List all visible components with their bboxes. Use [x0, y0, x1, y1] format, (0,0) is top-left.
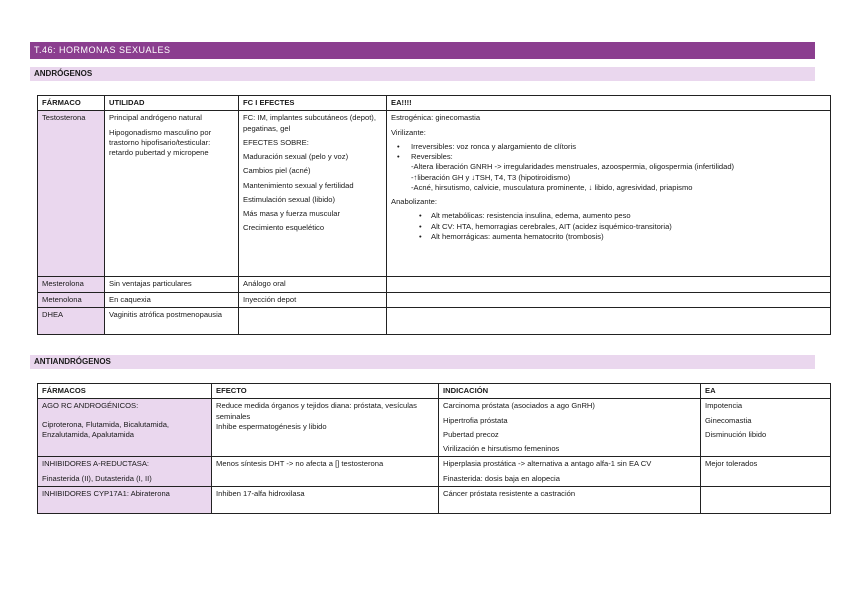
drug-name-cell — [38, 399, 212, 457]
column-header: EA — [701, 384, 831, 399]
page-title: T.46: HORMONAS SEXUALES — [30, 42, 815, 59]
text-line: -↑liberación GH y ↓TSH, T4, T3 (hipotiroidismo) — [411, 172, 571, 182]
utilidad-cell: En caquexia — [105, 292, 239, 307]
efectes-cell: Análogo oral — [239, 277, 387, 292]
text-line: Hiperplasia prostática -> alternativa a antago alfa-1 sin EA CV — [443, 459, 652, 469]
text-line: INHIBIDORES A-REDUCTASA: — [42, 459, 150, 469]
utilidad-cell: Sin ventajas particulares — [105, 277, 239, 292]
drug-name-cell: DHEA — [38, 307, 105, 334]
column-header: EFECTO — [212, 384, 439, 399]
list-item: • Alt CV: HTA, hemorragias cerebrales, AIT (acidez isquémico-transitoria) — [417, 222, 826, 232]
text-line: Carcinoma próstata (asociados a ago GnRH) — [443, 401, 595, 411]
text-line: Hipogonadismo masculino por trastorno hipofisario/testicular: retardo pubertad y micropene — [109, 127, 212, 157]
efecto-cell: Menos síntesis DHT -> no afecta a [] testosterona — [212, 457, 439, 487]
text-line: Ginecomastia — [705, 415, 752, 425]
column-header: EA!!!! — [387, 96, 831, 111]
list-item: • Alt hemorrágicas: aumenta hematocrito (trombosis) — [417, 232, 826, 242]
ea-cell — [701, 399, 831, 457]
utilidad-cell: Vaginitis atrófica postmenopausia — [105, 307, 239, 334]
table-row — [38, 457, 831, 487]
list-item: • Irreversibles: voz ronca y alargamiento de clítoris — [391, 142, 826, 152]
text-line: Cambios piel (acné) — [243, 166, 311, 176]
table-row — [38, 292, 831, 307]
text-line: Maduración sexual (pelo y voz) — [243, 152, 349, 161]
efectes-cell — [239, 307, 387, 334]
indicacion-cell — [439, 399, 701, 457]
androgenos-table — [37, 95, 831, 335]
indicacion-cell — [439, 457, 701, 487]
efecto-cell — [212, 399, 439, 457]
text-line: Disminución libido — [705, 429, 767, 439]
ea-cell — [387, 307, 831, 334]
column-header: UTILIDAD — [105, 96, 239, 111]
drug-name-cell: Mesterolona — [38, 277, 105, 292]
column-header: INDICACIÓN — [439, 384, 701, 399]
table-row — [38, 111, 831, 277]
text-line: Impotencia — [705, 401, 743, 411]
drug-name-cell: Testosterona — [38, 111, 105, 277]
ea-cell — [387, 292, 831, 307]
text-line: AGO RC ANDROGÉNICOS: — [42, 401, 139, 411]
drug-name-cell: INHIBIDORES CYP17A1: Abiraterona — [38, 486, 212, 513]
section-heading-androgenos: ANDRÓGENOS — [30, 67, 815, 81]
efectes-cell: Inyección depot — [239, 292, 387, 307]
list-item: • Alt metabólicas: resistencia insulina, edema, aumento peso — [417, 211, 826, 221]
text-line: Inhibe espermatogénesis y libido — [216, 421, 327, 431]
indicacion-cell: Cáncer próstata resistente a castración — [439, 486, 701, 513]
list-item: • Reversibles: — [391, 152, 826, 162]
table-header-row — [38, 96, 831, 111]
antiandrogenos-table — [37, 383, 831, 514]
text-line: Anabolizante: — [391, 197, 438, 206]
text-line: Reduce medida órganos y tejidos diana: próstata, vesículas seminales — [216, 401, 417, 421]
bullet-list — [391, 142, 826, 163]
text-line: Estrogénica: ginecomastia — [391, 113, 481, 123]
text-line: Virilizante: — [391, 127, 426, 137]
text-line: Virilización e hirsutismo femeninos — [443, 444, 560, 453]
text-line: Finasterida: dosis baja en alopecia — [443, 473, 560, 483]
text-line: Principal andrógeno natural — [109, 113, 202, 123]
efectes-cell — [239, 111, 387, 277]
section-heading-antiandrogenos: ANTIANDRÓGENOS — [30, 355, 815, 369]
text-line: -Altera liberación GNRH -> irregularidades menstruales, azoospermia, oligospermia (infertilidad) — [411, 162, 735, 172]
text-line: Mantenimiento sexual y fertilidad — [243, 180, 354, 190]
efecto-cell: Inhiben 17-alfa hidroxilasa — [212, 486, 439, 513]
bullet-list — [391, 211, 826, 242]
text-line: Finasterida (II), Dutasterida (I, II) — [42, 473, 152, 483]
text-line: FC: IM, implantes subcutáneos (depot), pegatinas, gel — [243, 113, 376, 133]
text-line: Hipertrofia próstata — [443, 415, 508, 425]
table-row — [38, 486, 831, 513]
text-line: Ciproterona, Flutamida, Bicalutamida, Enzalutamida, Apalutamida — [42, 419, 170, 439]
drug-name-cell — [38, 457, 212, 487]
column-header: FÁRMACO — [38, 96, 105, 111]
table-row — [38, 277, 831, 292]
table-row — [38, 399, 831, 457]
table-header-row — [38, 384, 831, 399]
ea-cell — [701, 486, 831, 513]
ea-cell — [387, 111, 831, 277]
text-line: Pubertad precoz — [443, 429, 499, 439]
ea-cell — [387, 277, 831, 292]
text-line: -Acné, hirsutismo, calvicie, musculatura prominente, ↓ libido, agresividad, priapismo — [411, 182, 693, 192]
text-line: EFECTES SOBRE: — [243, 137, 309, 147]
table-row — [38, 307, 831, 334]
utilidad-cell — [105, 111, 239, 277]
column-header: FC I EFECTES — [239, 96, 387, 111]
text-line: Crecimiento esquelético — [243, 223, 325, 233]
drug-name-cell: Metenolona — [38, 292, 105, 307]
text-line: Más masa y fuerza muscular — [243, 209, 341, 218]
column-header: FÁRMACOS — [38, 384, 212, 399]
text-line: Estimulación sexual (libido) — [243, 194, 336, 204]
ea-cell: Mejor tolerados — [701, 457, 831, 487]
